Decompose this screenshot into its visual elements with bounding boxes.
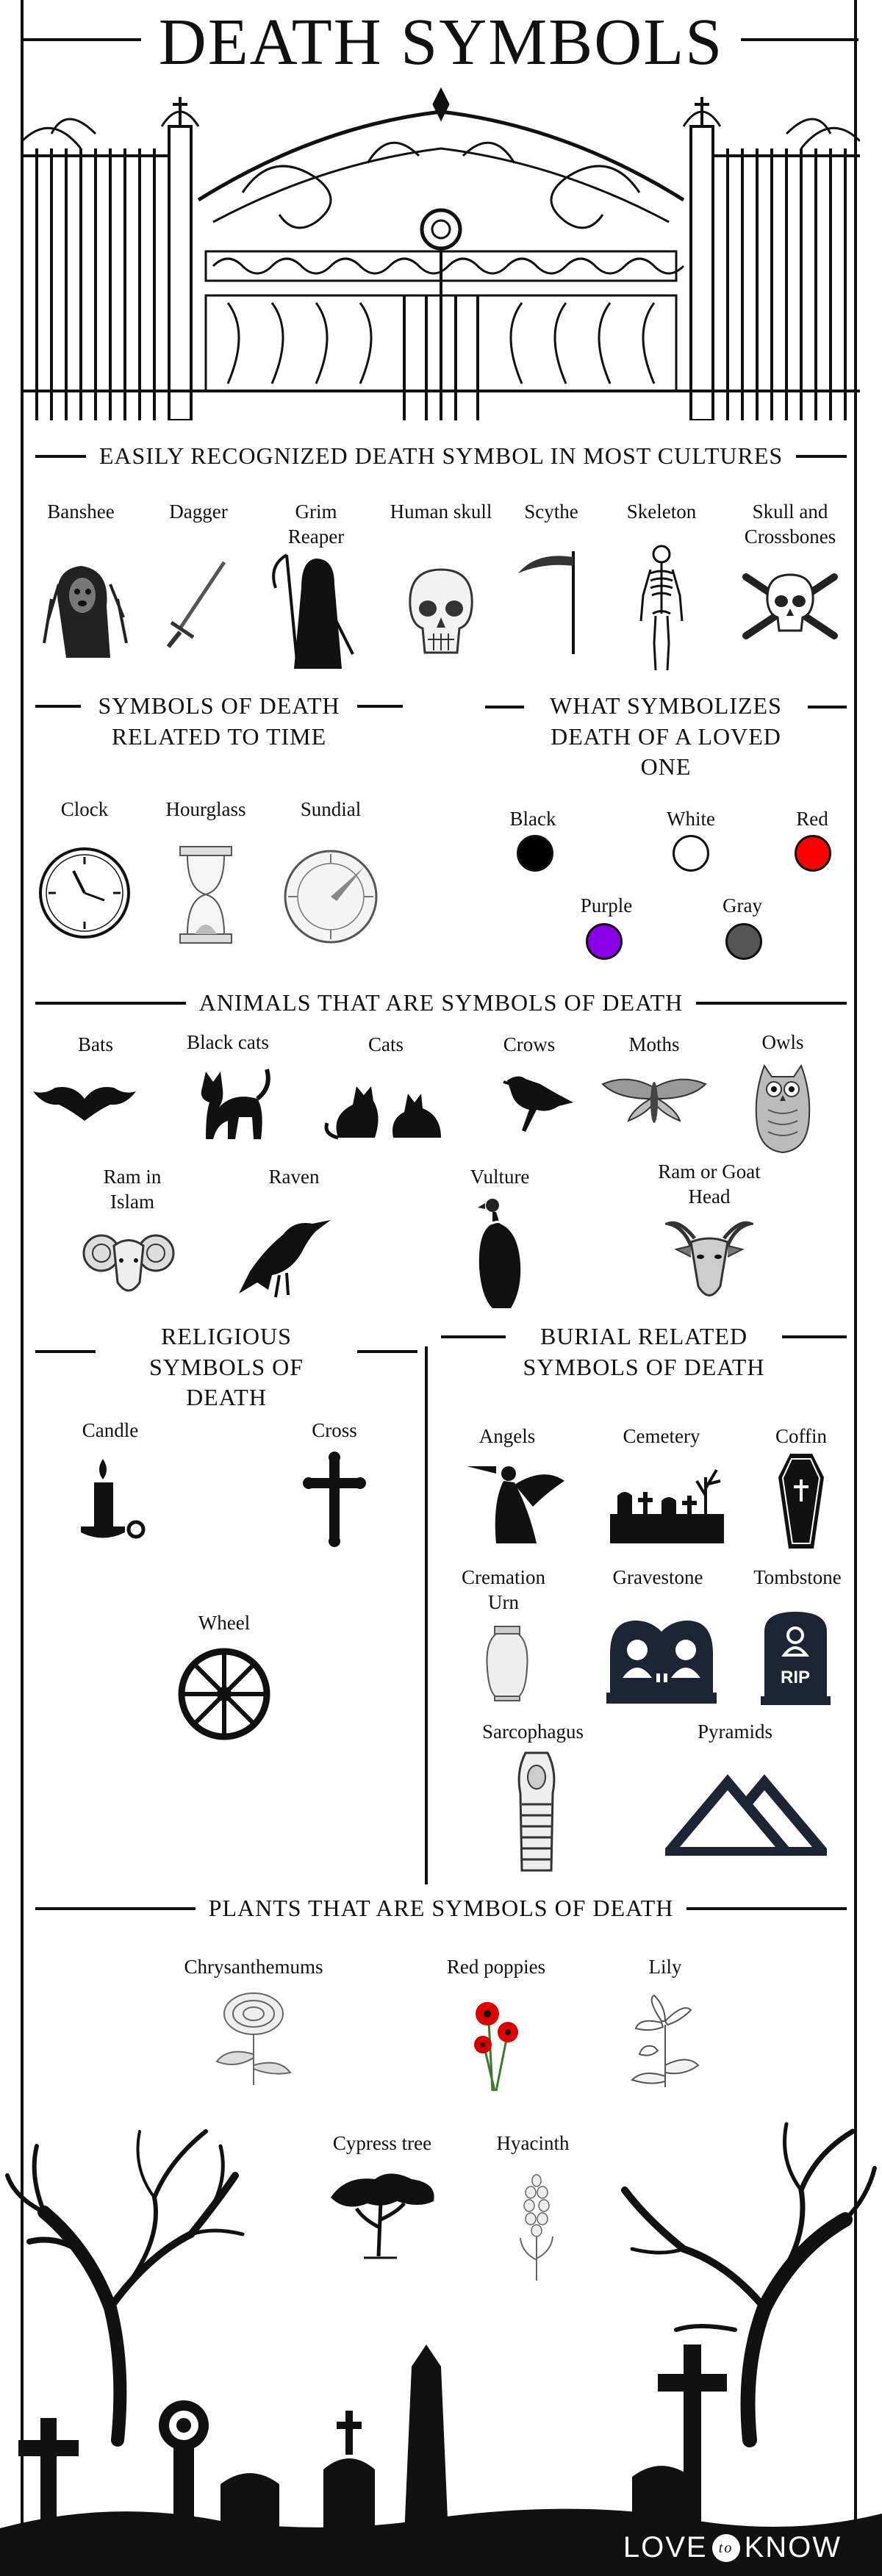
- gravestone-icon: [606, 1613, 717, 1705]
- section-heading-time: [35, 691, 403, 752]
- logo-text-right: KNOW: [744, 2531, 842, 2564]
- item-label: Scythe: [524, 501, 578, 523]
- tombstone-icon: [761, 1610, 831, 1705]
- item-vulture: [448, 1165, 551, 1190]
- item-lily: [628, 1955, 702, 1980]
- candle-icon: [74, 1452, 147, 1547]
- urn-icon: [481, 1624, 533, 1701]
- item-black-cats: [173, 1030, 283, 1055]
- section-title: RELIGIOUS SYMBOLS OF DEATH: [148, 1323, 304, 1411]
- wheel-icon: [176, 1646, 272, 1742]
- item-label: Hourglass: [165, 798, 246, 820]
- item-dagger: [147, 500, 250, 525]
- crossbones-icon: [735, 566, 845, 647]
- item-label: Clock: [60, 798, 109, 820]
- section-heading-religious: [35, 1321, 417, 1413]
- item-sarcophagus: [470, 1720, 595, 1745]
- tombstone-text: RIP: [780, 1668, 811, 1687]
- pyramids-icon: [665, 1764, 827, 1856]
- logo-text-left: LOVE: [623, 2531, 708, 2564]
- raven-icon: [235, 1205, 338, 1301]
- item-label: Lily: [648, 1956, 682, 1978]
- item-label: Banshee: [47, 501, 115, 523]
- bat-icon: [29, 1077, 140, 1128]
- item-owls: [739, 1030, 827, 1055]
- item-candle: [59, 1418, 162, 1443]
- item-ram-in-islam: [81, 1165, 184, 1215]
- item-label: Wheel: [198, 1612, 251, 1634]
- color-swatch-red: [795, 835, 831, 872]
- cross-icon: [301, 1452, 368, 1547]
- item-label: Cypress tree: [332, 2132, 432, 2154]
- color-white: [647, 807, 735, 832]
- item-label: Skull and Crossbones: [744, 501, 836, 548]
- goat-head-icon: [665, 1216, 753, 1305]
- item-pyramids: [684, 1720, 786, 1745]
- item-tombstone: [742, 1565, 853, 1590]
- section-title: PLANTS THAT ARE SYMBOLS OF DEATH: [208, 1895, 674, 1921]
- item-red-poppies: [434, 1955, 559, 1980]
- item-chrysanthemums: [169, 1955, 338, 1980]
- sundial-icon: [279, 845, 382, 944]
- item-cremation-urn: [448, 1565, 559, 1615]
- vulture-icon: [470, 1194, 529, 1312]
- item-label: Ram in Islam: [103, 1166, 162, 1213]
- moth-icon: [599, 1073, 709, 1132]
- item-label: Chrysanthemums: [184, 1956, 323, 1978]
- cats-icon: [323, 1072, 448, 1141]
- hourglass-icon: [176, 845, 235, 944]
- item-cross: [287, 1418, 382, 1443]
- item-skeleton: [610, 500, 713, 525]
- item-ram-goat-head: [647, 1160, 772, 1210]
- item-gravestone: [603, 1565, 713, 1590]
- section-heading-animals: [35, 988, 847, 1019]
- angel-icon: [463, 1452, 566, 1547]
- item-coffin: [764, 1424, 838, 1449]
- item-cemetery: [606, 1424, 717, 1449]
- section-title: EASILY RECOGNIZED DEATH SYMBOL IN MOST CULTURES: [98, 442, 784, 469]
- item-label: Cross: [312, 1419, 357, 1441]
- item-label: Red poppies: [446, 1956, 546, 1978]
- item-sundial: [279, 797, 382, 822]
- item-label: Candle: [82, 1419, 139, 1441]
- item-label: Cremation Urn: [462, 1566, 545, 1613]
- color-black: [492, 807, 573, 832]
- section-title: SYMBOLS OF DEATH RELATED TO TIME: [98, 692, 340, 750]
- color-red: [775, 807, 849, 832]
- section-divider: [425, 1346, 428, 1884]
- color-swatch-purple: [586, 923, 623, 960]
- item-label: Dagger: [169, 501, 228, 523]
- logo-to-badge: to: [712, 2534, 740, 2562]
- item-label: Grim Reaper: [287, 501, 345, 548]
- chrysanthemum-icon: [206, 1988, 301, 2087]
- item-label: Owls: [761, 1031, 804, 1053]
- color-label: Red: [796, 808, 828, 830]
- item-label: Hyacinth: [496, 2132, 570, 2154]
- lovetoknow-logo: [623, 2531, 842, 2564]
- color-swatch-white: [673, 835, 709, 872]
- item-label: Raven: [268, 1166, 320, 1188]
- item-label: Sundial: [300, 798, 362, 820]
- section-title: BURIAL RELATED SYMBOLS OF DEATH: [523, 1323, 765, 1380]
- item-label: Vulture: [470, 1166, 530, 1188]
- item-label: Gravestone: [612, 1566, 703, 1588]
- item-wheel: [176, 1611, 272, 1636]
- item-label: Cemetery: [623, 1425, 700, 1447]
- black-cat-icon: [187, 1058, 272, 1143]
- item-label: Crows: [503, 1033, 556, 1055]
- crow-icon: [496, 1066, 577, 1139]
- page-title: DEATH SYMBOLS: [158, 6, 724, 79]
- graveyard-silhouette: [0, 2087, 882, 2576]
- item-angels: [456, 1424, 559, 1449]
- item-crows: [481, 1033, 577, 1058]
- section-title: WHAT SYMBOLIZES DEATH OF A LOVED ONE: [550, 692, 782, 781]
- item-human-skull: [390, 500, 492, 525]
- color-label: Black: [509, 808, 556, 830]
- scythe-icon: [514, 544, 595, 654]
- item-clock: [33, 797, 136, 822]
- color-gray: [706, 894, 779, 919]
- owl-icon: [750, 1058, 816, 1154]
- item-hourglass: [154, 797, 257, 822]
- section-title: ANIMALS THAT ARE SYMBOLS OF DEATH: [198, 989, 684, 1016]
- item-banshee: [29, 500, 132, 525]
- item-moths: [603, 1033, 706, 1058]
- item-cats: [334, 1033, 437, 1058]
- color-label: White: [667, 808, 715, 830]
- color-purple: [562, 894, 650, 919]
- item-bats: [44, 1033, 147, 1058]
- cemetery-icon: [610, 1463, 724, 1543]
- item-scythe: [507, 500, 595, 525]
- grim-reaper-icon: [272, 544, 368, 669]
- item-label: Ram or Goat Head: [658, 1160, 761, 1208]
- item-label: Bats: [77, 1033, 113, 1055]
- color-label: Gray: [723, 894, 762, 916]
- item-label: Pyramids: [697, 1721, 772, 1743]
- section-heading-plants: [35, 1893, 847, 1924]
- color-swatch-gray: [725, 923, 762, 960]
- section-heading-burial: [441, 1321, 847, 1382]
- gate-icon: [22, 82, 860, 420]
- color-label: Purple: [580, 894, 633, 916]
- item-label: Coffin: [775, 1425, 827, 1447]
- item-label: Sarcophagus: [482, 1721, 584, 1743]
- ram-icon: [81, 1224, 176, 1301]
- dagger-icon: [158, 555, 239, 650]
- banshee-icon: [37, 555, 132, 658]
- item-label: Skeleton: [626, 501, 697, 523]
- item-label: Angels: [478, 1425, 536, 1447]
- color-swatch-black: [517, 835, 553, 872]
- clock-icon: [37, 845, 132, 941]
- lily-icon: [625, 1992, 706, 2091]
- skull-icon: [404, 566, 478, 658]
- title-area: [0, 0, 882, 81]
- item-label: Tombstone: [753, 1566, 842, 1588]
- skeleton-icon: [632, 544, 691, 672]
- sarcophagus-icon: [514, 1749, 559, 1874]
- section-heading-recognized: [35, 441, 847, 472]
- coffin-icon: [775, 1452, 827, 1551]
- section-heading-loved-one: [485, 691, 847, 783]
- item-raven: [250, 1165, 338, 1190]
- item-label: Black cats: [187, 1031, 269, 1053]
- item-grim-reaper: [265, 500, 368, 550]
- item-skull-crossbones: [731, 500, 849, 550]
- item-label: Human skull: [390, 501, 492, 523]
- poppy-icon: [467, 1992, 526, 2095]
- item-label: Moths: [628, 1033, 680, 1055]
- item-label: Cats: [368, 1033, 404, 1055]
